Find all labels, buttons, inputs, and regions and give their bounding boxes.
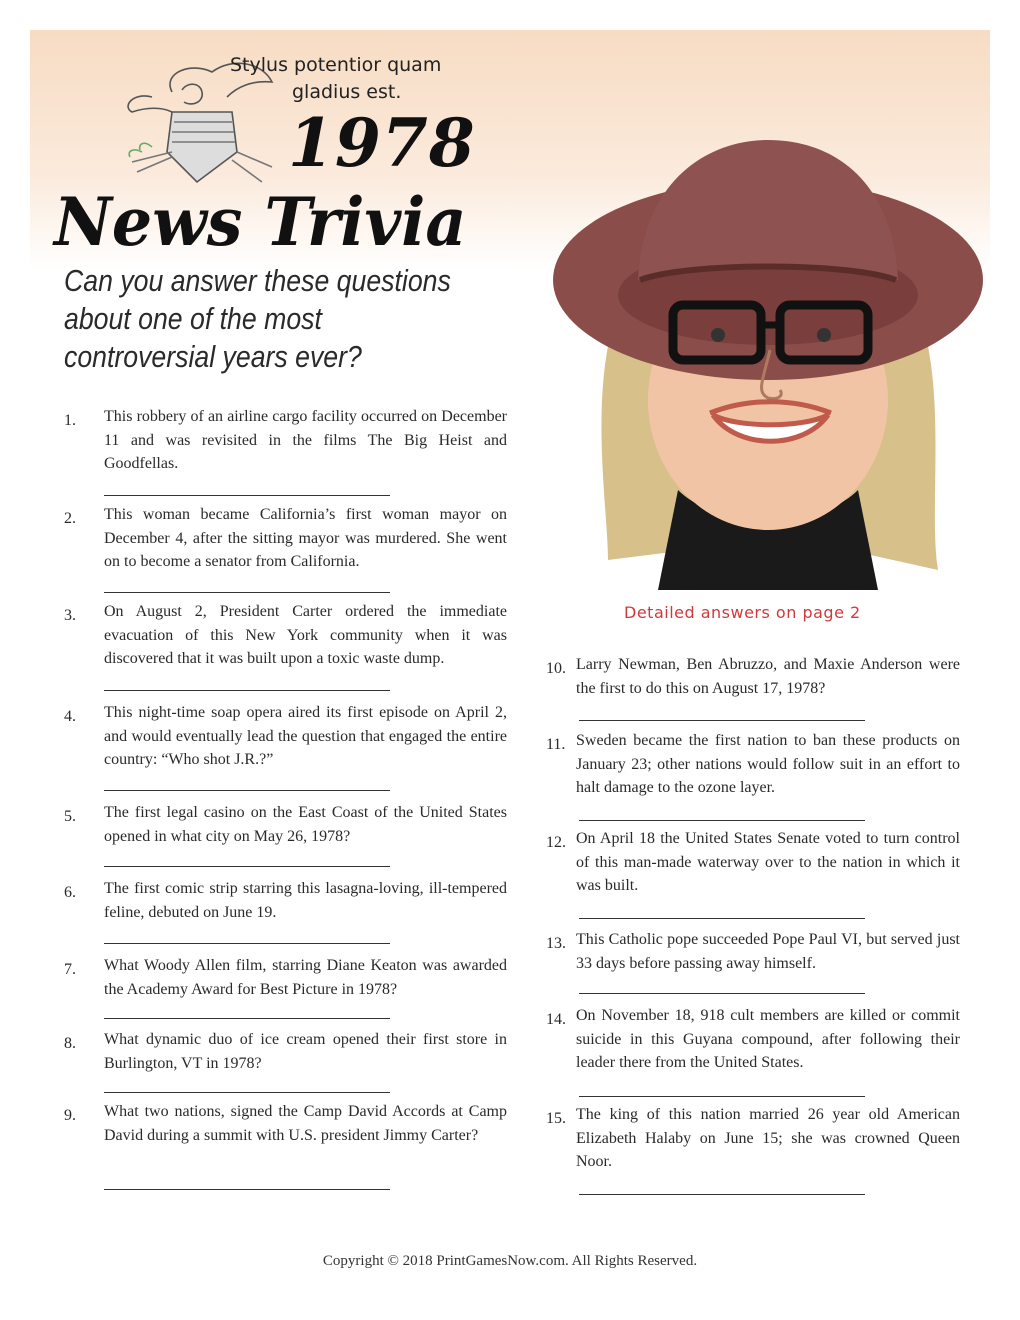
- question-number: 15.: [546, 1110, 566, 1127]
- year-heading: 1978: [288, 104, 476, 182]
- question-text: Sweden became the first nation to ban these products on January 23; other nations would follow suit in an effort to halt damage to the ozone layer.: [576, 732, 960, 796]
- copyright-notice: Copyright © 2018 PrintGamesNow.com. All Rights Reserved.: [322, 1253, 698, 1269]
- question-text: On April 18 the United States Senate voted to turn control of this man-made waterway over to the nation in which it was built.: [576, 830, 960, 894]
- question-text: What dynamic duo of ice cream opened their first store in Burlington, VT in 1978?: [104, 1031, 507, 1072]
- question-text: The first comic strip starring this lasagna-loving, ill-tempered feline, debuted on June 19.: [104, 880, 507, 921]
- answer-line[interactable]: [104, 943, 390, 944]
- question-text: This robbery of an airline cargo facility occurred on December 11 and was revisited in the films The Big Heist and Goodfellas.: [104, 408, 507, 472]
- answer-line[interactable]: [104, 495, 390, 496]
- question-text: This night-time soap opera aired its first episode on April 2, and would eventually lead the question that engaged the entire country: “Who shot J.R.?”: [104, 704, 507, 768]
- answer-line[interactable]: [579, 720, 865, 721]
- question-number: 1.: [64, 412, 76, 429]
- answer-line[interactable]: [579, 993, 865, 994]
- answer-line[interactable]: [579, 820, 865, 821]
- question-number: 9.: [64, 1107, 76, 1124]
- motto-line-2: gladius est.: [292, 81, 402, 103]
- question-number: 11.: [546, 736, 566, 753]
- question-number: 2.: [64, 510, 76, 527]
- portrait-illustration: [548, 130, 988, 590]
- question-text: This woman became California’s first woman mayor on December 4, after the sitting mayor was murdered. She went on to become a senator from California.: [104, 506, 507, 570]
- page-title: News Trivia: [54, 183, 467, 261]
- answer-line[interactable]: [104, 1092, 390, 1093]
- question-number: 6.: [64, 884, 76, 901]
- answer-line[interactable]: [104, 592, 390, 593]
- question-number: 8.: [64, 1035, 76, 1052]
- answer-line[interactable]: [579, 1096, 865, 1097]
- answer-line[interactable]: [104, 690, 390, 691]
- question-number: 14.: [546, 1011, 566, 1028]
- answer-line[interactable]: [104, 866, 390, 867]
- question-text: The first legal casino on the East Coast of the United States opened in what city on May 26, 1978?: [104, 804, 507, 845]
- question-number: 12.: [546, 834, 566, 851]
- question-text: This Catholic pope succeeded Pope Paul VI, but served just 33 days before passing away himself.: [576, 931, 960, 972]
- answer-line[interactable]: [104, 1018, 390, 1019]
- question-text: On August 2, President Carter ordered the immediate evacuation of this New York community when it was discovered that it was built upon a toxic waste dump.: [104, 603, 507, 667]
- question-number: 10.: [546, 660, 566, 677]
- question-number: 13.: [546, 935, 566, 952]
- motto-line-1: Stylus potentior quam: [230, 54, 442, 76]
- latin-motto: [230, 52, 441, 106]
- answer-line[interactable]: [104, 790, 390, 791]
- answer-line[interactable]: [104, 1189, 390, 1190]
- question-number: 4.: [64, 708, 76, 725]
- question-text: The king of this nation married 26 year old American Elizabeth Halaby on June 15; she was crowned Queen Noor.: [576, 1106, 960, 1170]
- intro-text: Can you answer these questions about one of the most controversial years ever?: [64, 263, 451, 374]
- answer-line[interactable]: [579, 918, 865, 919]
- answers-note: Detailed answers on page 2: [624, 603, 861, 622]
- question-text: What two nations, signed the Camp David Accords at Camp David during a summit with U.S. president Jimmy Carter?: [104, 1103, 507, 1144]
- question-number: 3.: [64, 607, 76, 624]
- answer-line[interactable]: [579, 1194, 865, 1195]
- question-text: On November 18, 918 cult members are killed or commit suicide in this Guyana compound, after following their leader there from the United States.: [576, 1007, 960, 1071]
- question-text: Larry Newman, Ben Abruzzo, and Maxie Anderson were the first to do this on August 17, 1978?: [576, 656, 960, 697]
- question-number: 5.: [64, 808, 76, 825]
- question-number: 7.: [64, 961, 76, 978]
- question-text: What Woody Allen film, starring Diane Keaton was awarded the Academy Award for Best Picture in 1978?: [104, 957, 507, 998]
